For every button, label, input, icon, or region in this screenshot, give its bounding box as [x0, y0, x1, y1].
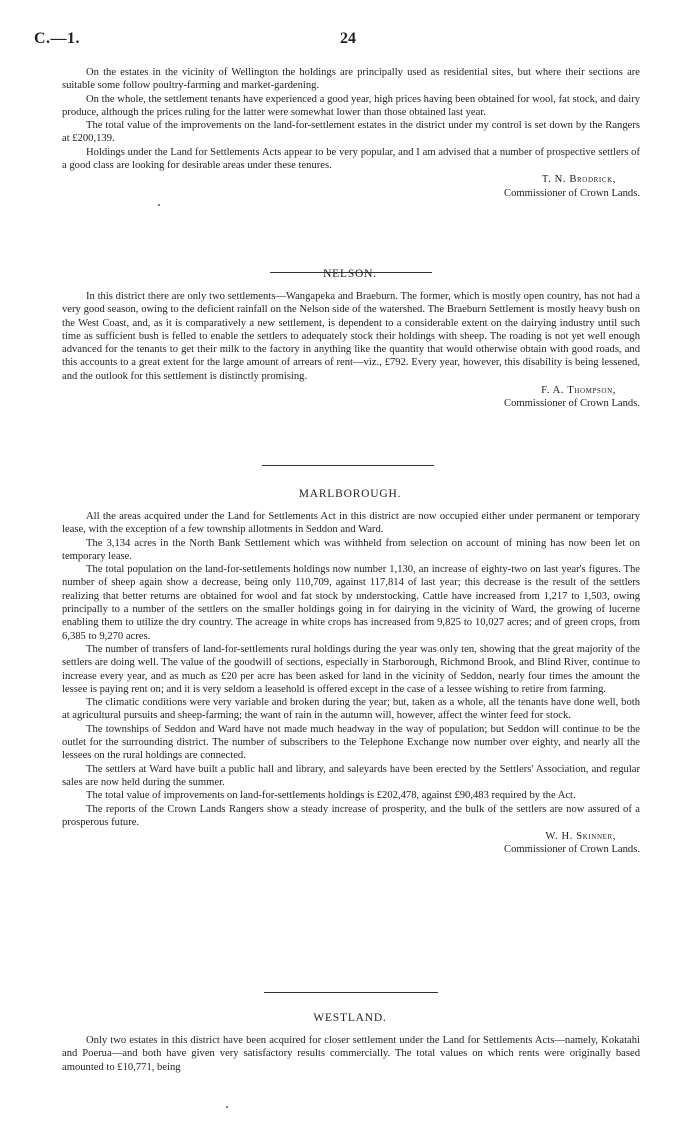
section-heading-nelson: NELSON.	[323, 268, 377, 280]
signature-block	[62, 173, 640, 200]
paragraph: On the estates in the vicinity of Wellington the holdings are principally used as residential sites, but where their sections are suitable some follow poultry-farming and market-gardening.	[62, 67, 640, 92]
marlborough-section	[62, 510, 640, 857]
paragraph: Holdings under the Land for Settlements Acts appear to be very popular, and I am advised that a number of prospective settlers of a good class are looking for desirable areas under these tenures.	[62, 146, 640, 172]
nelson-section	[62, 290, 640, 411]
signatory-name: W. H. Skinner,	[545, 831, 616, 843]
paragraph: The settlers at Ward have built a public hall and library, and saleyards have been erected by the Settlers' Association, and regular sales are now held during the summer.	[62, 763, 640, 788]
signature-block	[62, 830, 640, 857]
paragraph: The total value of the improvements on the land-for-settlement estates in the district under my control is set down by the Rangers at £200,139.	[62, 120, 640, 145]
paragraph: Only two estates in this district have been acquired for closer settlement under the Land for Settlements Acts—namely, Kokatahi and Poerua—and both have given very satisfactory results commercially. The total values on which rents were originally based amounted to £10,771, being	[62, 1035, 640, 1073]
document-code: C.—1.	[34, 30, 81, 47]
page-number: 24	[340, 30, 356, 47]
paragraph: The townships of Seddon and Ward have not made much headway in the way of population; but Seddon will continue to be the outlet for the surrounding district. The number of subscribers to the Telephone Exchange now number over eighty, and nearly all the lessees on the rural holdings are connected.	[62, 723, 640, 762]
section-divider	[264, 992, 438, 993]
westland-section	[62, 1034, 640, 1074]
signatory-title: Commissioner of Crown Lands.	[504, 398, 640, 410]
paragraph: On the whole, the settlement tenants have experienced a good year, high prices having been obtained for wool, fat stock, and dairy produce, although the prices ruling for the latter were somewhat lower than those obtained last year.	[62, 93, 640, 118]
wellington-section	[62, 66, 640, 200]
paragraph: The total population on the land-for-settlements holdings now number 1,130, an increase of eighty-two on last year's figures. The number of sheep again show a decrease, being only 110,709, against 117,814 of last year; this decrease is the result of the settlers realizing that better returns are obtained for wool and fat stock by understocking. Cattle have increased from 1,217 to 1,503, owing principally to a number of the settlers on the smaller holdings going in for dairying in the vicinity of Ward, the growing of lucerne enabling them to utilize the dry country. The acreage in white crops has increased from 9,825 to 10,027 acres; and of green crops, from 6,385 to 9,270 acres.	[62, 564, 640, 642]
paragraph: All the areas acquired under the Land for Settlements Act in this district are now occupied either under permanent or temporary lease, with the exception of a few township allotments in Seddon and Ward.	[62, 511, 640, 536]
paragraph: The climatic conditions were very variable and broken during the year; but, taken as a whole, all the tenants have done well, both at agricultural pursuits and sheep-farming; the want of rain in the autumn will, however, affect the winter feed for stock.	[62, 697, 640, 722]
signatory-name: F. A. Thompson,	[541, 385, 616, 397]
print-speck	[158, 204, 160, 206]
paragraph: The reports of the Crown Lands Rangers show a steady increase of prosperity, and the bulk of the settlers are now assured of a prosperous future.	[62, 803, 640, 828]
paragraph: The number of transfers of land-for-settlements rural holdings during the year was only ten, showing that the great majority of the settlers are doing well. The value of the goodwill of sections, especially in Starborough, Richmond Brook, and Blind River, continue to increase every year, and as much as £20 per acre has been asked for land in the vicinity of Seddon, nearly four times the amount the lessee is paying rent on; and it is very seldom a leasehold is offered except in the case of a lessee wishing to retire from farming.	[62, 643, 640, 695]
section-heading-marlborough: MARLBOROUGH.	[298, 488, 402, 500]
section-divider	[262, 465, 434, 466]
paragraph: In this district there are only two settlements—Wangapeka and Braeburn. The former, which is mostly open country, has not had a very good season, owing to the deficient rainfall on the Nelson side of the watershed. The Braeburn Settlement is mostly heavy bush on the West Coast, and, as it is comparatively a new settlement, is dependent to a considerable extent on the dairying industry until such time as sufficient bush is felled to enable the settlers to adequately stock their holdings with sheep. The roading is not yet well enough advanced for the tenants to get their milk to the factory in anything like the quantity that would otherwise obtain with good roads, and this accounts to a great extent for the large amount of arrears of rent—viz., £792. Every year, however, this disability is being lessened, and the outlook for this settlement is distinctly promising.	[62, 291, 640, 382]
section-heading-westland: WESTLAND.	[313, 1012, 387, 1024]
paragraph: The 3,134 acres in the North Bank Settlement which was withheld from selection on account of mining has now been let on temporary lease.	[62, 537, 640, 562]
signatory-title: Commissioner of Crown Lands.	[504, 187, 640, 199]
paragraph: The total value of improvements on land-for-settlements holdings is £202,478, against £90,483 required by the Act.	[86, 790, 576, 802]
signatory-name: T. N. Brodrick,	[541, 174, 616, 186]
signatory-title: Commissioner of Crown Lands.	[504, 844, 640, 856]
signature-block	[62, 384, 640, 411]
print-speck	[226, 1106, 228, 1108]
